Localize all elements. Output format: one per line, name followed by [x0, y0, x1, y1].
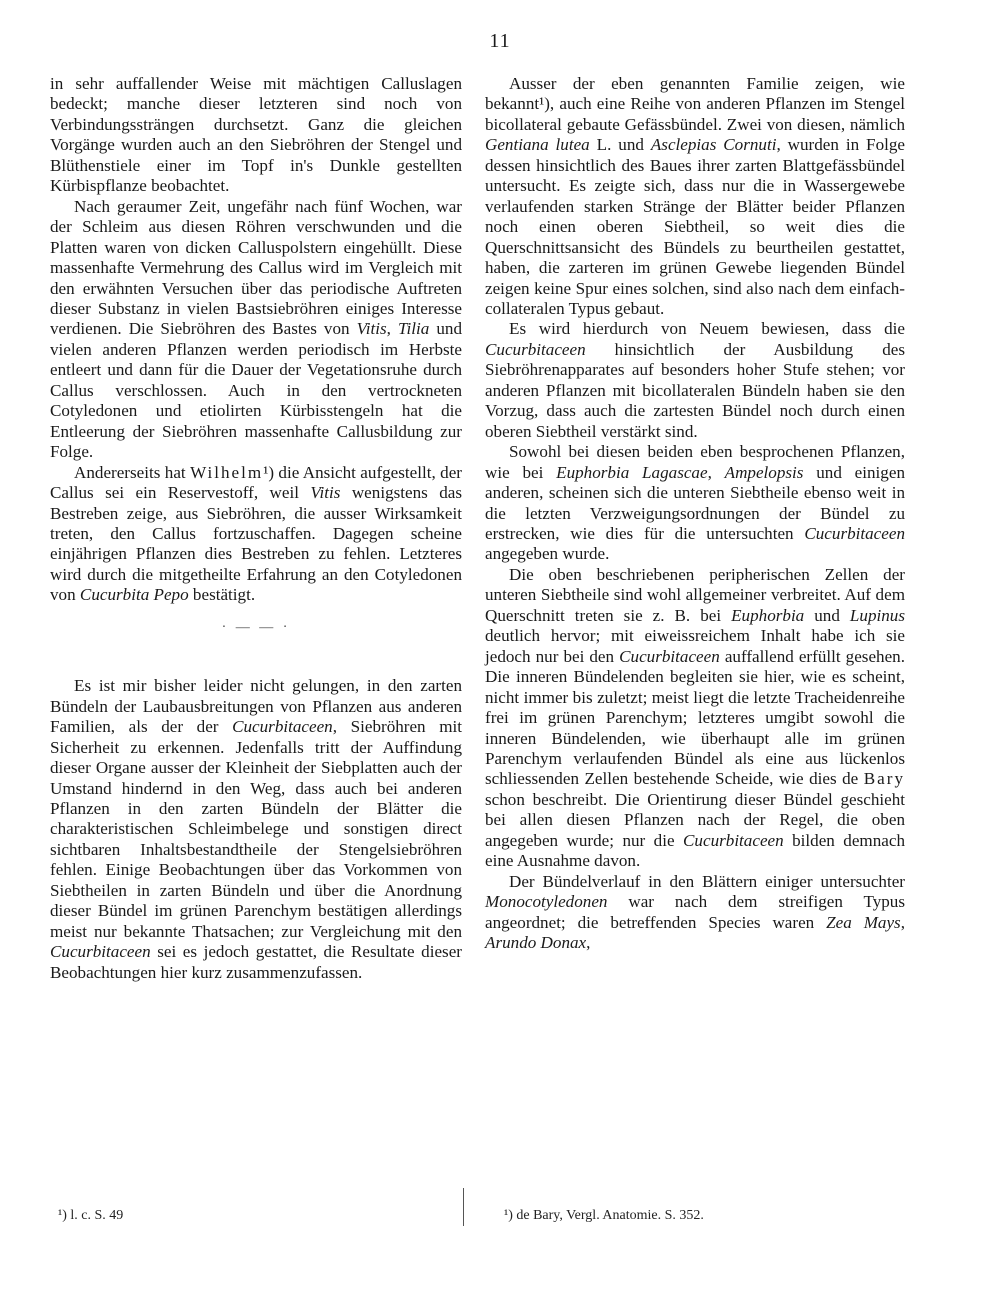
footnote-left: ¹) l. c. S. 49 — [58, 1208, 124, 1223]
footnote-right: ¹) de Bary, Vergl. Anatomie. S. 352. — [504, 1208, 704, 1223]
column-divider — [463, 1188, 464, 1226]
paragraph: Sowohl bei diesen beiden eben besprochenen Pflanzen, wie bei Euphorbia Lagascae, Ampelopsis und einigen anderen, scheinen sich die unteren Siebtheile ebenso weit in die letzten Verzweigungsordnungen der Bündel zu erstrecken, wie dies für die untersuchten Cucurbitaceen angegeben wurde. — [485, 442, 905, 564]
paragraph: Nach geraumer Zeit, ungefähr nach fünf Wochen, war der Schleim aus diesen Röhren verschwunden und die Platten waren von dicken Calluspolstern eingehüllt. Diese massenhafte Vermehrung des Callus wird im Vergleich mit den erwähnten Versuchen über das periodische Auftreten dieser Substanz in vielen Bastsiebröhren einiges Interesse verdienen. Die Siebröhren des Bastes von Vitis, Tilia und vielen anderen Pflanzen werden periodisch im Herbste entleert und dann für die Dauer der Vegetationsruhe durch Callus verschlossen. Auch in den vertrockneten Cotyledonen und etiolirten Kürbisstengeln hat die Entleerung der Siebröhren massenhafte Callusbildung zur Folge. — [50, 196, 462, 462]
section-separator: · — — · — [221, 619, 291, 635]
paragraph: Andererseits hat Wilhelm¹) die Ansicht aufgestellt, der Callus sei ein Reservestoff, weil Vitis wenigstens das Bestreben zeige, aus Siebröhren, die ausser Wirksamkeit treten, den Callus fortzuschaffen. Dagegen scheine einjährigen Pflanzen dies Bestreben zu fehlen. Letzteres wird durch die mitgetheilte Erfahrung an den Cotyledonen von Cucurbita Pepo bestätigt. — [50, 462, 462, 605]
page-number: 11 — [489, 30, 511, 52]
paragraph: in sehr auffallender Weise mit mächtigen Calluslagen bedeckt; manche dieser letzteren sind noch von Verbindungssträngen durchsetzt. Ganz die gleichen Vorgänge wurden auch an den Siebröhren der Stengel und Blüthenstiele einer im Topf in's Dunkle gestellten Kürbispflanze beobachtet. — [50, 74, 462, 196]
right-column — [485, 74, 905, 953]
paragraph: Ausser der eben genannten Familie zeigen, wie bekannt¹), auch eine Reihe von anderen Pflanzen im Stengel bicollateral gebaute Gefässbündel. Zwei von diesen, nämlich Gentiana lutea L. und Asclepias Cornuti, wurden in Folge dessen hinsichtlich des Baues ihrer zarten Blattgefässbündel untersucht. Es zeigte sich, dass nur die in Wassergewebe verlaufenden starken Stränge der Blätter beider Pflanzen noch einen oberen Siebtheil, so weit dies die Querschnittsansicht des Bündels zu beurtheilen gestattet, haben, die zarteren im grünen Gewebe liegenden Bündel zeigen keine Spur eines solchen, sind also nach dem einfach-collateralen Typus gebaut. — [485, 74, 905, 318]
left-column — [50, 74, 462, 983]
paragraph: Es wird hierdurch von Neuem bewiesen, dass die Cucurbitaceen hinsichtlich der Ausbildung des Siebröhrenapparates auf besonders hoher Stufe stehen; vor anderen Pflanzen mit bicollateralen Bündeln haben sie den Vorzug, dass auch die zartesten Bündel noch durch einen oberen Siebtheil verstärkt sind. — [485, 319, 905, 441]
paragraph: Der Bündelverlauf in den Blättern einiger untersuchter Monocotyledonen war nach dem streifigen Typus angeordnet; die betreffenden Species waren Zea Mays, Arundo Donax, — [485, 871, 905, 953]
paragraph: Die oben beschriebenen peripherischen Zellen der unteren Siebtheile sind wohl allgemeiner verbreitet. Auf dem Querschnitt treten sie z. B. bei Euphorbia und Lupinus deutlich hervor; mit eiweissreichem Inhalt habe ich sie jedoch nur bei den Cucurbitaceen auffallend erfüllt gesehen. Die inneren Bündelenden begleiten sie hier, wie es scheint, nicht immer bis zuletzt; meist liegt die letzte Tracheidenreihe frei im grünen Parenchym; letzteres umgibt sowohl die inneren Bündelenden, wie überhaupt alle im grünen Parenchym verlaufenden Bündel als eine aus lückenlos schliessenden Zellen bestehende Scheide, wie dies de Bary schon beschreibt. Die Orientirung dieser Bündel geschieht bei allen diesen Pflanzen nach der Regel, die oben angegeben wurde; nur die Cucurbitaceen bilden demnach eine Ausnahme davon. — [485, 564, 905, 871]
paragraph: Es ist mir bisher leider nicht gelungen, in den zarten Bündeln der Laubausbreitungen von Pflanzen aus anderen Familien, als der der Cucurbitaceen, Siebröhren mit Sicherheit zu erkennen. Jedenfalls tritt der Auffindung dieser Organe ausser der Kleinheit der Siebplatten auch der Umstand hindernd in den Weg, dass auch bei anderen Pflanzen in den zarten Bündeln der Blätter die charakteristischen Schleimbelege und sonstigen direct sichtbaren Inhaltsbestandtheile der Stengelsiebröhren fehlen. Einige Beobachtungen über das Vorkommen von Siebtheilen in zarten Bündeln und über die Anordnung dieser Bündel im grünen Parenchym bestätigen allerdings meist nur bekannte Thatsachen; zur Vergleichung mit den Cucurbitaceen sei es jedoch gestattet, die Resultate dieser Beobachtungen hier kurz zusammenzufassen. — [50, 676, 463, 982]
